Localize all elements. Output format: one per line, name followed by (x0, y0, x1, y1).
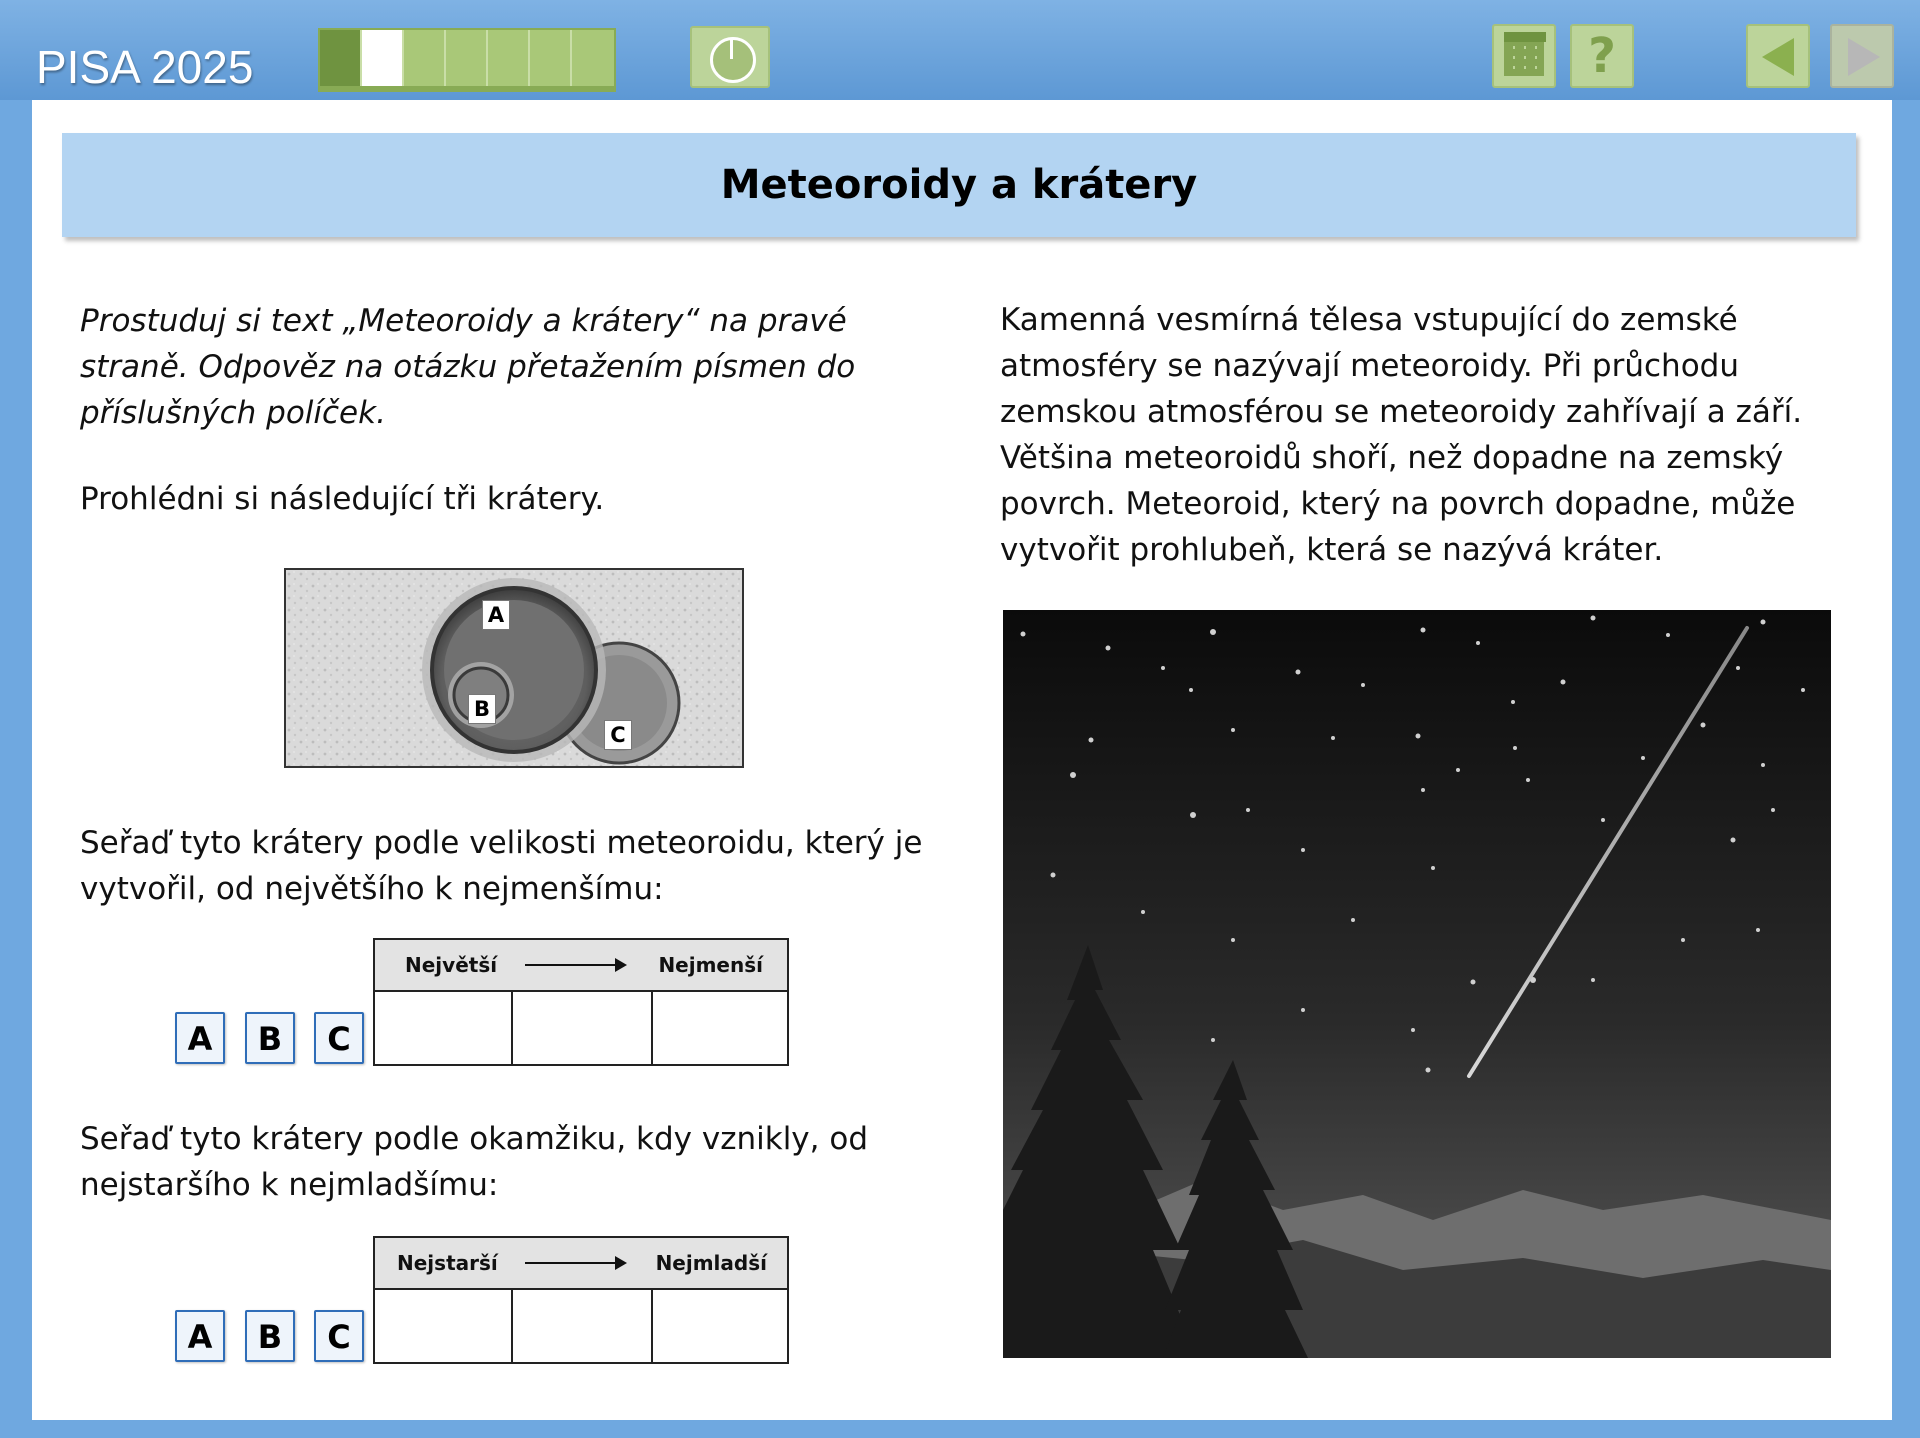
top-toolbar (0, 0, 1920, 100)
info-paragraph: Kamenná vesmírná tělesa vstupující do zemské atmosféry se nazývají meteoroidy. Při průchodu zemskou atmosférou se meteoroidy zahřívají a září. Většina meteoroidů shoří, než dopadne na zemský povrch. Meteoroid, který na povrch dopadne, může vytvořit prohlubeň, která se nazývá kráter. (1000, 302, 1803, 568)
crater-label-c: C (604, 720, 632, 750)
drop-slot-2[interactable] (513, 992, 653, 1064)
progress-segment (404, 30, 446, 86)
header-oldest: Nejstarší (397, 1251, 498, 1275)
progress-segment (530, 30, 572, 86)
header-largest: Největší (405, 953, 498, 977)
crater-illustration (286, 570, 744, 768)
forward-arrow-icon (1848, 38, 1880, 76)
right-arrow-icon (525, 964, 625, 966)
progress-segment (320, 30, 362, 86)
table-header (375, 940, 787, 992)
calculator-icon[interactable] (1492, 24, 1556, 88)
back-button[interactable] (1746, 24, 1810, 88)
forward-button[interactable] (1830, 24, 1894, 88)
question-size-text: Seřaď tyto krátery podle velikosti meteoroidu, který je vytvořil, od největšího k nejmenšímu: (80, 825, 923, 907)
drop-slot-1[interactable] (375, 1290, 513, 1362)
drag-chip-c[interactable]: C (314, 1310, 364, 1362)
drag-chip-b[interactable]: B (245, 1012, 295, 1064)
drop-slot-3[interactable] (653, 992, 787, 1064)
drag-chip-a[interactable]: A (175, 1310, 225, 1362)
crater-label-a: A (482, 600, 510, 630)
drop-slot-3[interactable] (653, 1290, 787, 1362)
app-title: PISA 2025 (36, 41, 254, 93)
progress-segment-current (362, 30, 404, 86)
page-title-bar (62, 133, 1856, 237)
calculator-keys (1504, 36, 1544, 76)
meteor-photo (1003, 610, 1831, 1358)
back-arrow-icon (1762, 38, 1794, 76)
drag-chip-b[interactable]: B (245, 1310, 295, 1362)
drop-slot-2[interactable] (513, 1290, 653, 1362)
calculator-screen (1504, 32, 1546, 42)
prompt-text: Prohlédni si následující tři krátery. (80, 481, 605, 517)
drop-slot-1[interactable] (375, 992, 513, 1064)
timer-dial (710, 37, 756, 83)
page-title: Meteoroidy a krátery (720, 162, 1198, 208)
timer-icon[interactable] (690, 26, 770, 88)
drag-chip-a[interactable]: A (175, 1012, 225, 1064)
progress-bar (318, 28, 616, 92)
crater-label-b: B (468, 694, 496, 724)
answer-table-age (373, 1236, 789, 1364)
header-youngest: Nejmladší (655, 1251, 767, 1275)
progress-segment (572, 30, 614, 86)
right-arrow-icon (525, 1262, 625, 1264)
crater-image (284, 568, 744, 768)
drag-chip-c[interactable]: C (314, 1012, 364, 1064)
help-icon: ? (1588, 28, 1616, 84)
night-sky-illustration (1003, 610, 1831, 1358)
question-age-text: Seřaď tyto krátery podle okamžiku, kdy vznikly, od nejstaršího k nejmladšímu: (80, 1121, 869, 1203)
help-button[interactable] (1570, 24, 1634, 88)
header-smallest: Nejmenší (658, 953, 763, 977)
table-header (375, 1238, 787, 1290)
instruction-text: Prostuduj si text „Meteoroidy a krátery“ na pravé straně. Odpověz na otázku přetažením písmen do příslušných políček. (80, 303, 856, 431)
progress-segment (488, 30, 530, 86)
answer-table-size (373, 938, 789, 1066)
progress-segment (446, 30, 488, 86)
timer-hand (730, 39, 733, 59)
